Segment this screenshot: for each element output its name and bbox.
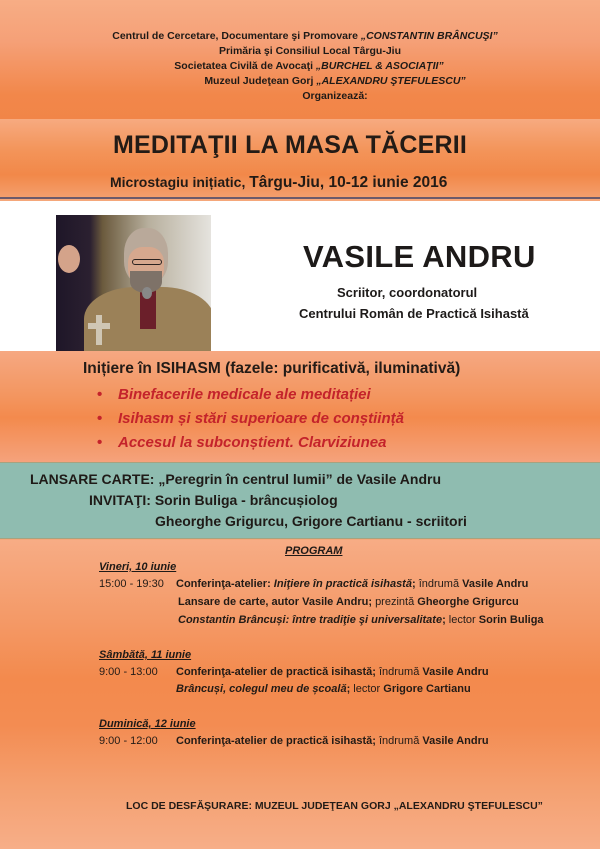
day-title: Sâmbătă, 11 iunie — [99, 649, 192, 661]
speaker-photo — [56, 215, 211, 353]
organizer-line-4: Muzeul Judeţean Gorj „ALEXANDRU ŞTEFULESCU” — [204, 75, 466, 87]
speaker-role-line-2: Centrului Român de Practică Isihastă — [299, 306, 529, 321]
topic-item: • Accesul la subconștient. Clarviziunea — [97, 431, 404, 455]
schedule-row: Constantin Brâncuși: între tradiţie şi universalitate; lector Sorin Buliga — [178, 614, 544, 626]
organizer-line-5: Organizează: — [302, 90, 368, 102]
speaker-role-line-1: Scriitor, coordonatorul — [337, 285, 478, 300]
book-launch-line: LANSARE CARTE: „Peregrin în centrul lumii” de Vasile Andru — [30, 471, 441, 487]
guests-line-2: Gheorghe Grigurcu, Grigore Cartianu - scriitori — [155, 513, 467, 529]
book-launch-section — [0, 462, 600, 539]
time-slot: 9:00 - 13:00 — [99, 666, 158, 678]
schedule-row: Lansare de carte, autor Vasile Andru; prezintă Gheorghe Grigurcu — [178, 596, 519, 608]
event-title-band — [0, 119, 600, 199]
organizer-line-1: Centrul de Cercetare, Documentare şi Promovare „CONSTANTIN BRÂNCUŞI” — [112, 30, 498, 42]
schedule-row: 9:00 - 12:00 Conferinţa-atelier de practică isihastă; îndrumă Vasile Andru — [99, 735, 489, 747]
event-title: MEDITAŢII LA MASA TĂCERII — [113, 131, 468, 159]
photo-hand — [58, 245, 80, 273]
topic-item: • Binefacerile medicale ale meditației — [97, 383, 404, 407]
event-subtitle: Microstagiu inițiatic, Târgu-Jiu, 10-12 iunie 2016 — [110, 174, 448, 191]
bullet-icon: • — [97, 434, 103, 451]
cross-icon — [88, 315, 110, 345]
organizer-line-3: Societatea Civilă de Avocaţi „BURCHEL & ASOCIAŢII” — [174, 60, 444, 72]
schedule-row: 15:00 - 19:30 Conferinţa-atelier: Iniţiere în practică isihastă; îndrumă Vasile Andru — [99, 578, 529, 590]
time-slot: 15:00 - 19:30 — [99, 578, 164, 590]
organizer-line-2: Primăria şi Consiliul Local Târgu-Jiu — [218, 45, 402, 57]
day-title: Duminică, 12 iunie — [99, 718, 196, 730]
topic-item: • Isihasm și stări superioare de conștiință — [97, 407, 404, 431]
photo-glasses — [132, 259, 162, 265]
bullet-icon: • — [97, 386, 103, 403]
speaker-section — [0, 201, 600, 351]
bullet-icon: • — [97, 410, 103, 427]
isihasm-section — [0, 351, 600, 462]
microphone-icon — [142, 287, 152, 299]
divider-rule — [0, 197, 600, 199]
venue-line: LOC DE DESFĂŞURARE: MUZEUL JUDEŢEAN GORJ „ALEXANDRU ŞTEFULESCU” — [126, 800, 543, 812]
time-slot: 9:00 - 12:00 — [99, 735, 158, 747]
program-title: PROGRAM — [285, 545, 343, 557]
isihasm-title: Inițiere în ISIHASM (fazele: purificativă, iluminativă) — [83, 360, 461, 377]
schedule-row: Brâncuși, colegul meu de școală; lector Grigore Cartianu — [176, 683, 471, 695]
isihasm-topic-list — [97, 383, 404, 455]
speaker-name: VASILE ANDRU — [303, 239, 536, 274]
organizers-header — [0, 0, 600, 119]
schedule-row: 9:00 - 13:00 Conferinţa-atelier de practică isihastă; îndrumă Vasile Andru — [99, 666, 489, 678]
program-section — [0, 540, 600, 849]
guests-line-1: INVITAŢI: Sorin Buliga - brâncușiolog — [89, 492, 338, 508]
day-title: Vineri, 10 iunie — [99, 561, 177, 573]
